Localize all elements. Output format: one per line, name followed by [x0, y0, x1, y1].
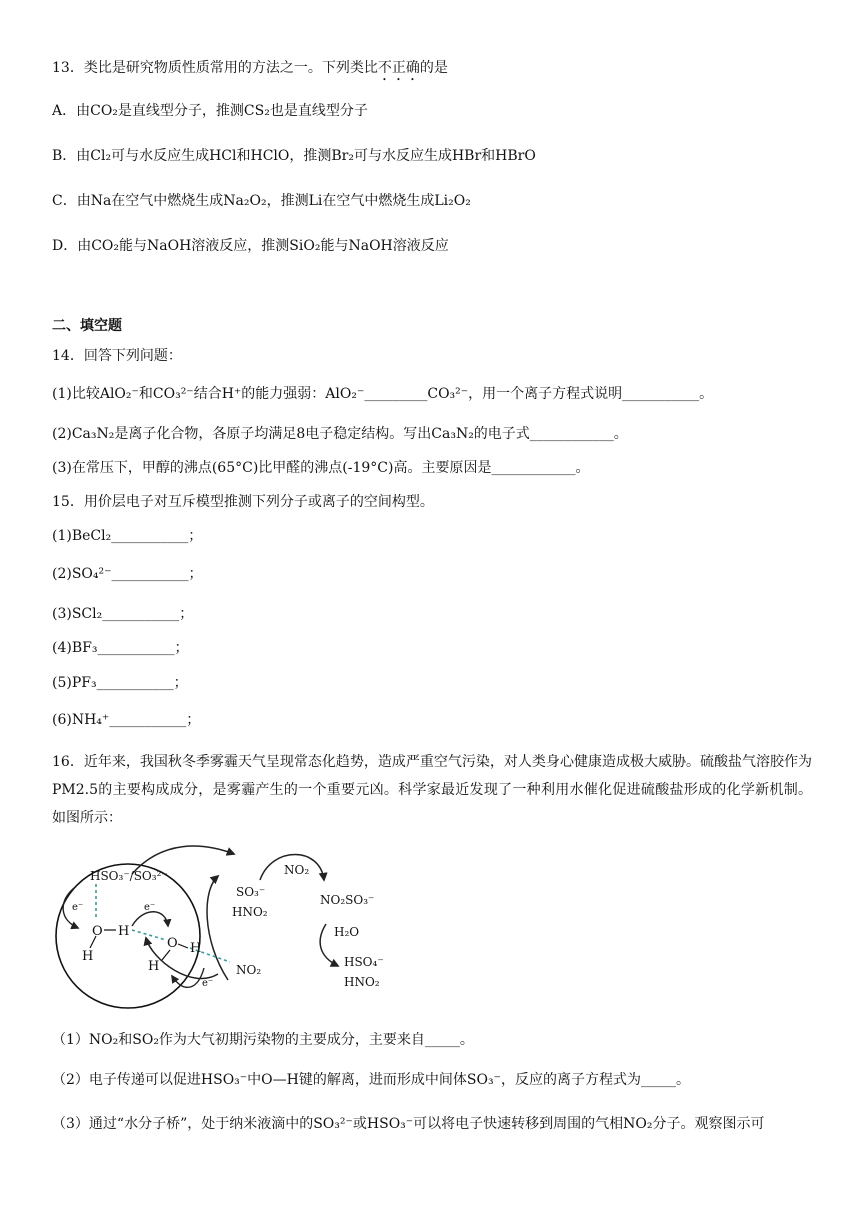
q15-part-2: (2)SO₄²⁻___________；: [52, 566, 203, 582]
q14-part-2: (2)Ca₃N₂是离子化合物，各原子均满足8电子稳定结构。写出Ca₃N₂的电子式____________。: [52, 426, 628, 442]
q14-stem: 14．回答下列问题：: [52, 348, 182, 364]
label-h1: H: [118, 924, 130, 939]
label-h2b: H: [148, 959, 160, 974]
q15-stem: 15．用价层电子对互斥模型推测下列分子或离子的空间构型。: [52, 494, 434, 510]
q16-part-3: （3）通过“水分子桥”，处于纳米液滴中的SO₃²⁻或HSO₃⁻可以将电子快速转移到周围的气相NO₂分子。观察图示可: [52, 1116, 765, 1132]
label-e1: e⁻: [72, 902, 84, 913]
arrow-loop: [207, 876, 228, 980]
label-h2: H: [190, 941, 202, 956]
q14-part-1: (1)比较AlO₂⁻和CO₃²⁻结合H⁺的能力强弱：AlO₂⁻_________CO₃²⁻，用一个离子方程式说明___________。: [52, 386, 714, 402]
label-e3: e⁻: [202, 978, 214, 989]
q13-option-a: A．由CO₂是直线型分子，推测CS₂也是直线型分子: [52, 103, 368, 119]
label-hso4: HSO₄⁻: [344, 955, 384, 969]
q15-part-4: (4)BF₃___________；: [52, 640, 189, 656]
label-hso3-so3: HSO₃⁻/SO₃²⁻: [90, 869, 168, 883]
hbond-2: [132, 930, 166, 940]
label-h1b: H: [82, 949, 94, 964]
q15-part-6: (6)NH₄⁺___________；: [52, 712, 201, 728]
label-no2-b: NO₂: [284, 863, 310, 877]
mechanism-figure: [52, 840, 412, 1020]
q13-option-c: C．由Na在空气中燃烧生成Na₂O₂，推测Li在空气中燃烧生成Li₂O₂: [52, 193, 471, 209]
label-o2: O: [167, 936, 178, 951]
label-o1: O: [92, 924, 103, 939]
label-no2so3: NO₂SO₃⁻: [320, 893, 375, 907]
q15-part-5: (5)PF₃___________；: [52, 675, 188, 691]
q15-part-1: (1)BeCl₂___________；: [52, 528, 203, 544]
section-title: 二、填空题: [52, 318, 122, 334]
label-hno2-a: HNO₂: [232, 905, 268, 919]
label-h2o: H₂O: [334, 925, 360, 939]
q13-emphasis: 不正确: [377, 60, 420, 76]
label-hno2-b: HNO₂: [344, 975, 380, 989]
q16-stem: 16．近年来，我国秋冬季雾霾天气呈现常态化趋势，造成严重空气污染，对人类身心健康造成极大威胁。硫酸盐气溶胶作为PM2.5的主要构成成分，是雾霾产生的一个重要元凶。科学家最近发现了一种利用水催化促进硫酸盐形成的化学新机制。如图所示：: [52, 754, 812, 826]
label-no2-a: NO₂: [236, 963, 262, 977]
q14-part-3: (3)在常压下，甲醇的沸点(65°C)比甲醛的沸点(-19°C)高。主要原因是____________。: [52, 460, 590, 476]
arrow-e-mid: [132, 912, 168, 926]
q16-part-2: （2）电子传递可以促进HSO₃⁻中O—H键的解离，进而形成中间体SO₃⁻，反应的离子方程式为_____。: [52, 1072, 690, 1088]
label-e2: e⁻: [144, 902, 156, 913]
bond-o2-h: [178, 944, 188, 948]
q13-stem: 13．类比是研究物质性质常用的方法之一。下列类比不正确的是: [52, 60, 448, 76]
q15-part-3: (3)SCl₂___________；: [52, 606, 194, 622]
bond-o2-hb: [162, 950, 170, 960]
label-so3: SO₃⁻: [236, 885, 266, 899]
q13-option-d: D．由CO₂能与NaOH溶液反应，推测SiO₂能与NaOH溶液反应: [52, 238, 449, 254]
q13-option-b: B．由Cl₂可与水反应生成HCl和HClO，推测Br₂可与水反应生成HBr和HBrO: [52, 148, 536, 164]
q16-part-1: （1）NO₂和SO₂作为大气初期污染物的主要成分，主要来自_____。: [52, 1032, 474, 1048]
